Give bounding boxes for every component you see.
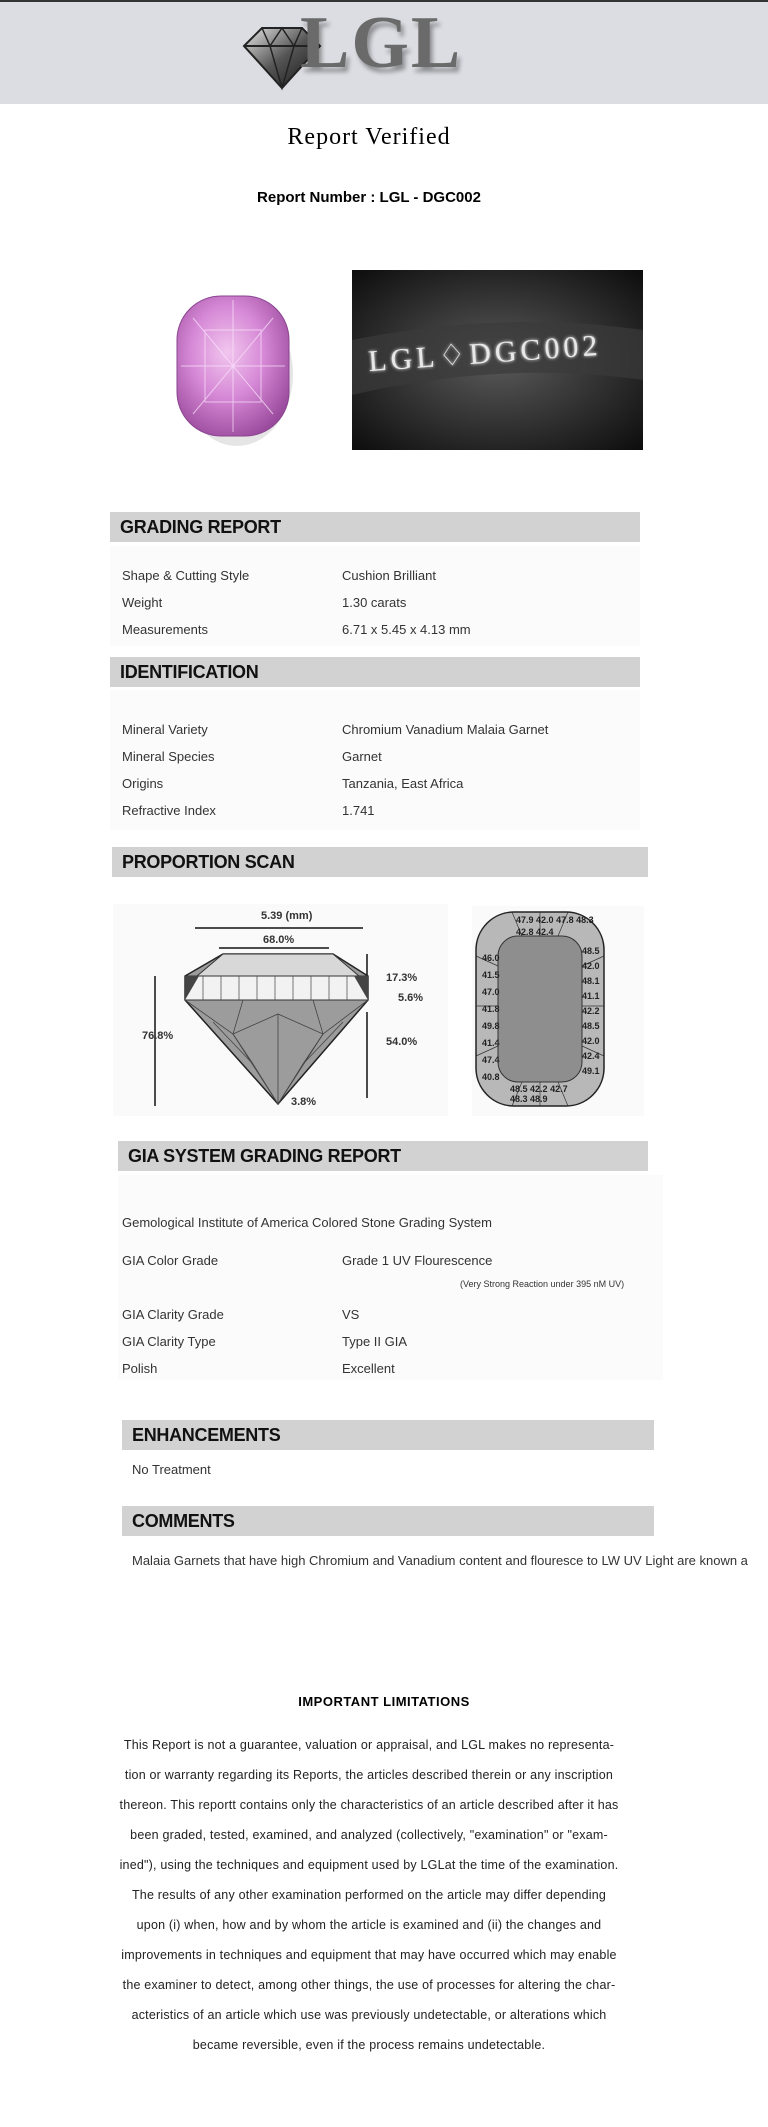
gem-photo (133, 268, 327, 458)
angle-label: 48.3 (576, 915, 594, 925)
limitations-line: tion or warranty regarding its Reports, the articles described therein or any inscription (124, 1768, 614, 1782)
crown-label: 17.3% (386, 972, 418, 984)
shape-label: Shape & Cutting Style (122, 568, 250, 583)
angle-label: 46.0 (482, 953, 500, 963)
angles-right (582, 944, 618, 1079)
limitations-line: thereon. This reportt contains only the characteristics of an article described after it has (119, 1798, 619, 1812)
angle-label: 42.0 (582, 961, 600, 971)
limitations-line: This Report is not a guarantee, valuation or appraisal, and LGL makes no representa- (123, 1738, 615, 1752)
angle-label: 41.4 (482, 1038, 500, 1048)
grading-report-heading: GRADING REPORT (110, 512, 640, 542)
inscription-photo (352, 270, 643, 450)
gia-heading: GIA SYSTEM GRADING REPORT (118, 1141, 648, 1171)
measurements-label: Measurements (122, 622, 208, 637)
angle-label: 48.1 (582, 976, 600, 986)
inscription-text: LGL♢DGC002 (367, 328, 603, 379)
mineral-species-label: Mineral Species (122, 749, 215, 764)
angle-label: 48.5 (582, 946, 600, 956)
pavilion-label: 54.0% (386, 1036, 418, 1048)
angle-label: 42.2 (530, 1084, 548, 1094)
angle-label: 42.0 (582, 1036, 600, 1046)
origins-value: Tanzania, East Africa (342, 776, 464, 791)
limitations-line: became reversible, even if the process remains undetectable. (192, 2038, 546, 2052)
angle-label: 42.4 (536, 927, 554, 937)
gia-clarity-type-value: Type II GIA (342, 1334, 408, 1349)
angle-label: 47.8 (556, 915, 574, 925)
angle-label: 42.7 (550, 1084, 568, 1094)
top-view-diagram (472, 906, 644, 1116)
page-title: Report Verified (287, 124, 451, 150)
angle-label: 42.0 (536, 915, 554, 925)
angle-label: 42.4 (582, 1051, 600, 1061)
enhancements-value: No Treatment (132, 1462, 211, 1477)
angle-label: 49.8 (482, 1021, 500, 1031)
culet-label: 3.8% (291, 1096, 317, 1108)
polish-value: Excellent (342, 1361, 395, 1376)
angle-label: 42.2 (582, 1006, 600, 1016)
enhancements-heading: ENHANCEMENTS (122, 1420, 654, 1450)
refractive-index-label: Refractive Index (122, 803, 216, 818)
angle-label: 47.4 (482, 1055, 500, 1065)
refractive-index-value: 1.741 (342, 803, 375, 818)
angle-label: 41.1 (582, 991, 600, 1001)
identification-heading: IDENTIFICATION (110, 657, 640, 687)
angle-label: 42.8 (516, 927, 534, 937)
width-label: 5.39 (mm) (261, 910, 313, 922)
angles-top (516, 914, 596, 938)
mineral-species-value: Garnet (342, 749, 382, 764)
mineral-variety-label: Mineral Variety (122, 722, 208, 737)
weight-label: Weight (122, 595, 163, 610)
weight-value: 1.30 carats (342, 595, 407, 610)
limitations-heading: IMPORTANT LIMITATIONS (298, 1694, 470, 1709)
angle-label: 48.9 (530, 1094, 548, 1104)
angles-left (482, 950, 512, 1086)
origins-label: Origins (122, 776, 164, 791)
limitations-line: acteristics of an article which use was previously undetectable, or alterations which (131, 2008, 607, 2022)
limitations-line: upon (i) when, how and by whom the article is examined and (ii) the changes and (136, 1918, 602, 1932)
report-number: Report Number : LGL - DGC002 (257, 189, 481, 206)
gia-panel (118, 1175, 663, 1380)
table-label: 68.0% (263, 934, 295, 946)
gia-clarity-grade-value: VS (342, 1307, 360, 1322)
angle-label: 47.0 (482, 987, 500, 997)
angle-label: 48.3 (510, 1094, 528, 1104)
gia-color-value: Grade 1 UV Flourescence (342, 1253, 493, 1268)
limitations-line: improvements in techniques and equipment that may have occurred which may enable (121, 1948, 617, 1962)
angles-bottom (510, 1084, 600, 1104)
depth-label: 76.8% (142, 1030, 174, 1042)
angle-label: 48.5 (510, 1084, 528, 1094)
polish-label: Polish (122, 1361, 158, 1376)
logo-text: LGL (300, 2, 463, 84)
profile-diagram (113, 904, 448, 1116)
gia-color-note: (Very Strong Reaction under 395 nM UV) (460, 1279, 625, 1289)
angle-label: 40.8 (482, 1072, 500, 1082)
comments-text: Malaia Garnets that have high Chromium and Vanadium content and flouresce to LW UV Light are known a (132, 1553, 748, 1568)
comments-heading: COMMENTS (122, 1506, 654, 1536)
limitations-line: ined"), using the techniques and equipment used by LGLat the time of the examination. (119, 1858, 619, 1872)
angle-label: 41.8 (482, 1004, 500, 1014)
limitations-line: been graded, tested, examined, and analyzed (collectively, "examination" or "exam- (130, 1828, 608, 1842)
limitations-line: The results of any other examination performed on the article may differ depending (131, 1888, 607, 1902)
gia-clarity-type-label: GIA Clarity Type (122, 1334, 216, 1349)
angle-label: 49.1 (582, 1066, 600, 1076)
limitations-line: the examiner to detect, among other things, the use of processes for altering the char- (122, 1978, 616, 1992)
girdle-label: 5.6% (398, 992, 424, 1004)
measurements-value: 6.71 x 5.45 x 4.13 mm (342, 622, 471, 637)
angle-label: 48.5 (582, 1021, 600, 1031)
angle-label: 47.9 (516, 915, 534, 925)
gia-color-label: GIA Color Grade (122, 1253, 219, 1268)
mineral-variety-value: Chromium Vanadium Malaia Garnet (342, 722, 549, 737)
header-banner (0, 0, 768, 104)
gia-system-text: Gemological Institute of America Colored Stone Grading System (122, 1215, 492, 1230)
shape-value: Cushion Brilliant (342, 568, 436, 583)
angle-label: 41.5 (482, 970, 500, 980)
proportion-scan-heading: PROPORTION SCAN (112, 847, 648, 877)
gia-clarity-grade-label: GIA Clarity Grade (122, 1307, 224, 1322)
